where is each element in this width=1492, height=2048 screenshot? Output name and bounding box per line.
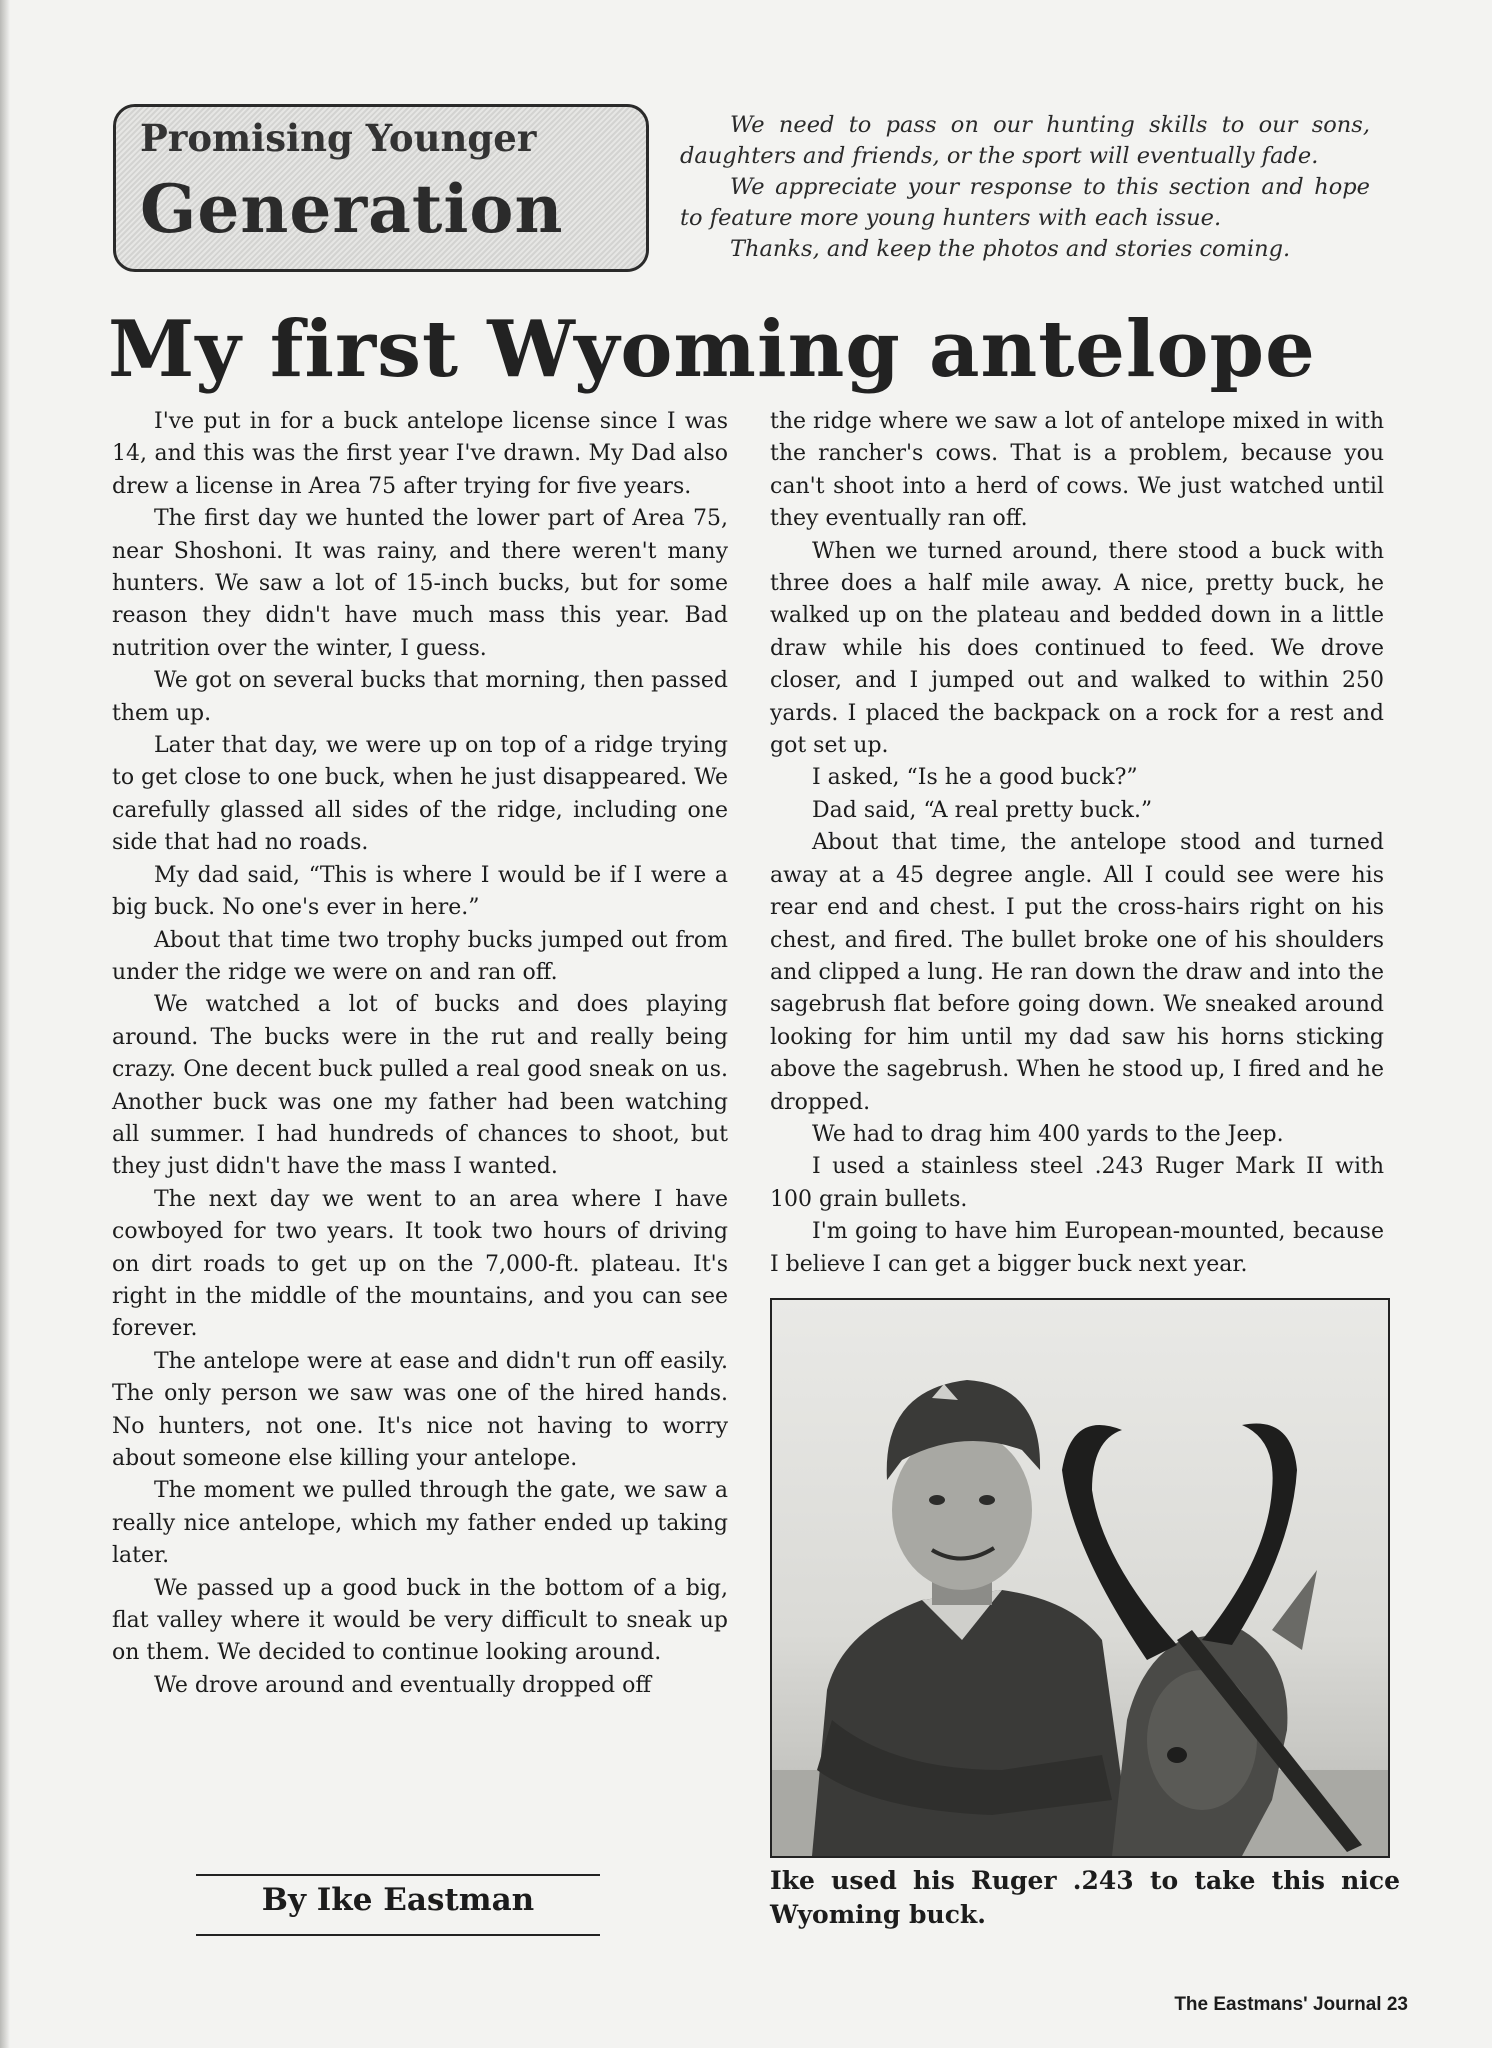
article-paragraph: The antelope were at ease and didn't run off easily. The only person we saw was one of the hired hands. No hunters, not one. It's nice not having to worry about someone else killing your antelope. (112, 1348, 728, 1471)
byline-rule-top (196, 1874, 600, 1876)
intro-paragraph: Thanks, and keep the photos and stories coming. (730, 236, 1291, 262)
article-paragraph: About that time, the antelope stood and turned away at a 45 degree angle. All I could see were his rear end and chest. I put the cross-hairs right on his chest, and fired. The bullet broke one of his shoulders and clipped a lung. He ran down the draw and into the sagebrush flat before going down. We sneaked around looking for him until my dad saw his horns sticking above the sagebrush. When he stood up, I fired and he dropped. (770, 830, 1384, 1115)
article-paragraph: We drove around and eventually dropped off (154, 1672, 652, 1698)
page-edge (0, 0, 10, 2048)
article-headline: My first Wyoming antelope (108, 304, 1316, 395)
article-paragraph: We had to drag him 400 yards to the Jeep. (812, 1121, 1284, 1147)
intro-paragraph: We appreciate your response to this section and hope to feature more young hunters with each issue. (680, 174, 1370, 231)
byline-rule-bottom (196, 1934, 600, 1936)
photo-caption: Ike used his Ruger .243 to take this nice Wyoming buck. (770, 1866, 1400, 1929)
intro-paragraph: We need to pass on our hunting skills to our sons, daughters and friends, or the sport will eventually fade. (680, 112, 1370, 169)
article-paragraph: We got on several bucks that morning, then passed them up. (112, 668, 728, 726)
article-paragraph: I used a stainless steel .243 Ruger Mark II with 100 grain bullets. (770, 1154, 1384, 1212)
section-title-line1: Promising Younger (140, 116, 537, 160)
article-column-right (770, 406, 1384, 1281)
article-paragraph: We watched a lot of bucks and does playing around. The bucks were in the rut and really being crazy. One decent buck pulled a real good sneak on us. Another buck was one my father had been watching all summer. I had hundreds of chances to shoot, but they just didn't have the mass I wanted. (112, 992, 728, 1180)
article-paragraph: I asked, “Is he a good buck?” (812, 765, 1138, 791)
article-paragraph: The moment we pulled through the gate, we saw a really nice antelope, which my father ended up taking later. (112, 1478, 728, 1569)
byline: By Ike Eastman (261, 1882, 535, 1918)
article-paragraph: Later that day, we were up on top of a ridge trying to get close to one buck, when he just disappeared. We carefully glassed all sides of the ridge, including one side that had no roads. (112, 733, 728, 856)
section-intro (680, 110, 1370, 265)
article-paragraph: About that time two trophy bucks jumped out from under the ridge we were on and ran off. (112, 927, 728, 985)
hunter-photo (770, 1298, 1390, 1858)
article-paragraph: My dad said, “This is where I would be if I were a big buck. No one's ever in here.” (112, 862, 728, 921)
article-column-left (112, 406, 728, 1702)
article-paragraph: I'm going to have him European-mounted, because I believe I can get a bigger buck next year. (770, 1219, 1384, 1277)
article-paragraph: The first day we hunted the lower part of Area 75, near Shoshoni. It was rainy, and there weren't many hunters. We saw a lot of 15-inch bucks, but for some reason they didn't have much mass this year. Bad nutrition over the winter, I guess. (112, 506, 728, 661)
hunter-with-antelope-image (772, 1300, 1388, 1856)
page-footer: The Eastmans' Journal 23 (1174, 1994, 1408, 2015)
article-paragraph: The next day we went to an area where I have cowboyed for two years. It took two hours of driving on dirt roads to get up on the 7,000-ft. plateau. It's right in the middle of the mountains, and you can see forever. (112, 1186, 728, 1342)
article-paragraph-continued: the ridge where we saw a lot of antelope mixed in with the rancher's cows. That is a problem, because you can't shoot into a herd of cows. We just watched until they eventually ran off. (770, 409, 1384, 532)
article-paragraph: I've put in for a buck antelope license since I was 14, and this was the first year I've drawn. My Dad also drew a license in Area 75 after trying for five years. (112, 409, 728, 499)
article-paragraph: Dad said, “A real pretty buck.” (812, 797, 1153, 823)
section-title-line2: Generation (140, 170, 564, 248)
article-paragraph: We passed up a good buck in the bottom of a big, flat valley where it would be very difficult to sneak up on them. We decided to continue looking around. (112, 1575, 728, 1666)
article-paragraph: When we turned around, there stood a buck with three does a half mile away. A nice, pretty buck, he walked up on the plateau and bedded down in a little draw while his does continued to feed. We drove closer, and I jumped out and walked to within 250 yards. I placed the backpack on a rock for a rest and got set up. (770, 538, 1384, 759)
